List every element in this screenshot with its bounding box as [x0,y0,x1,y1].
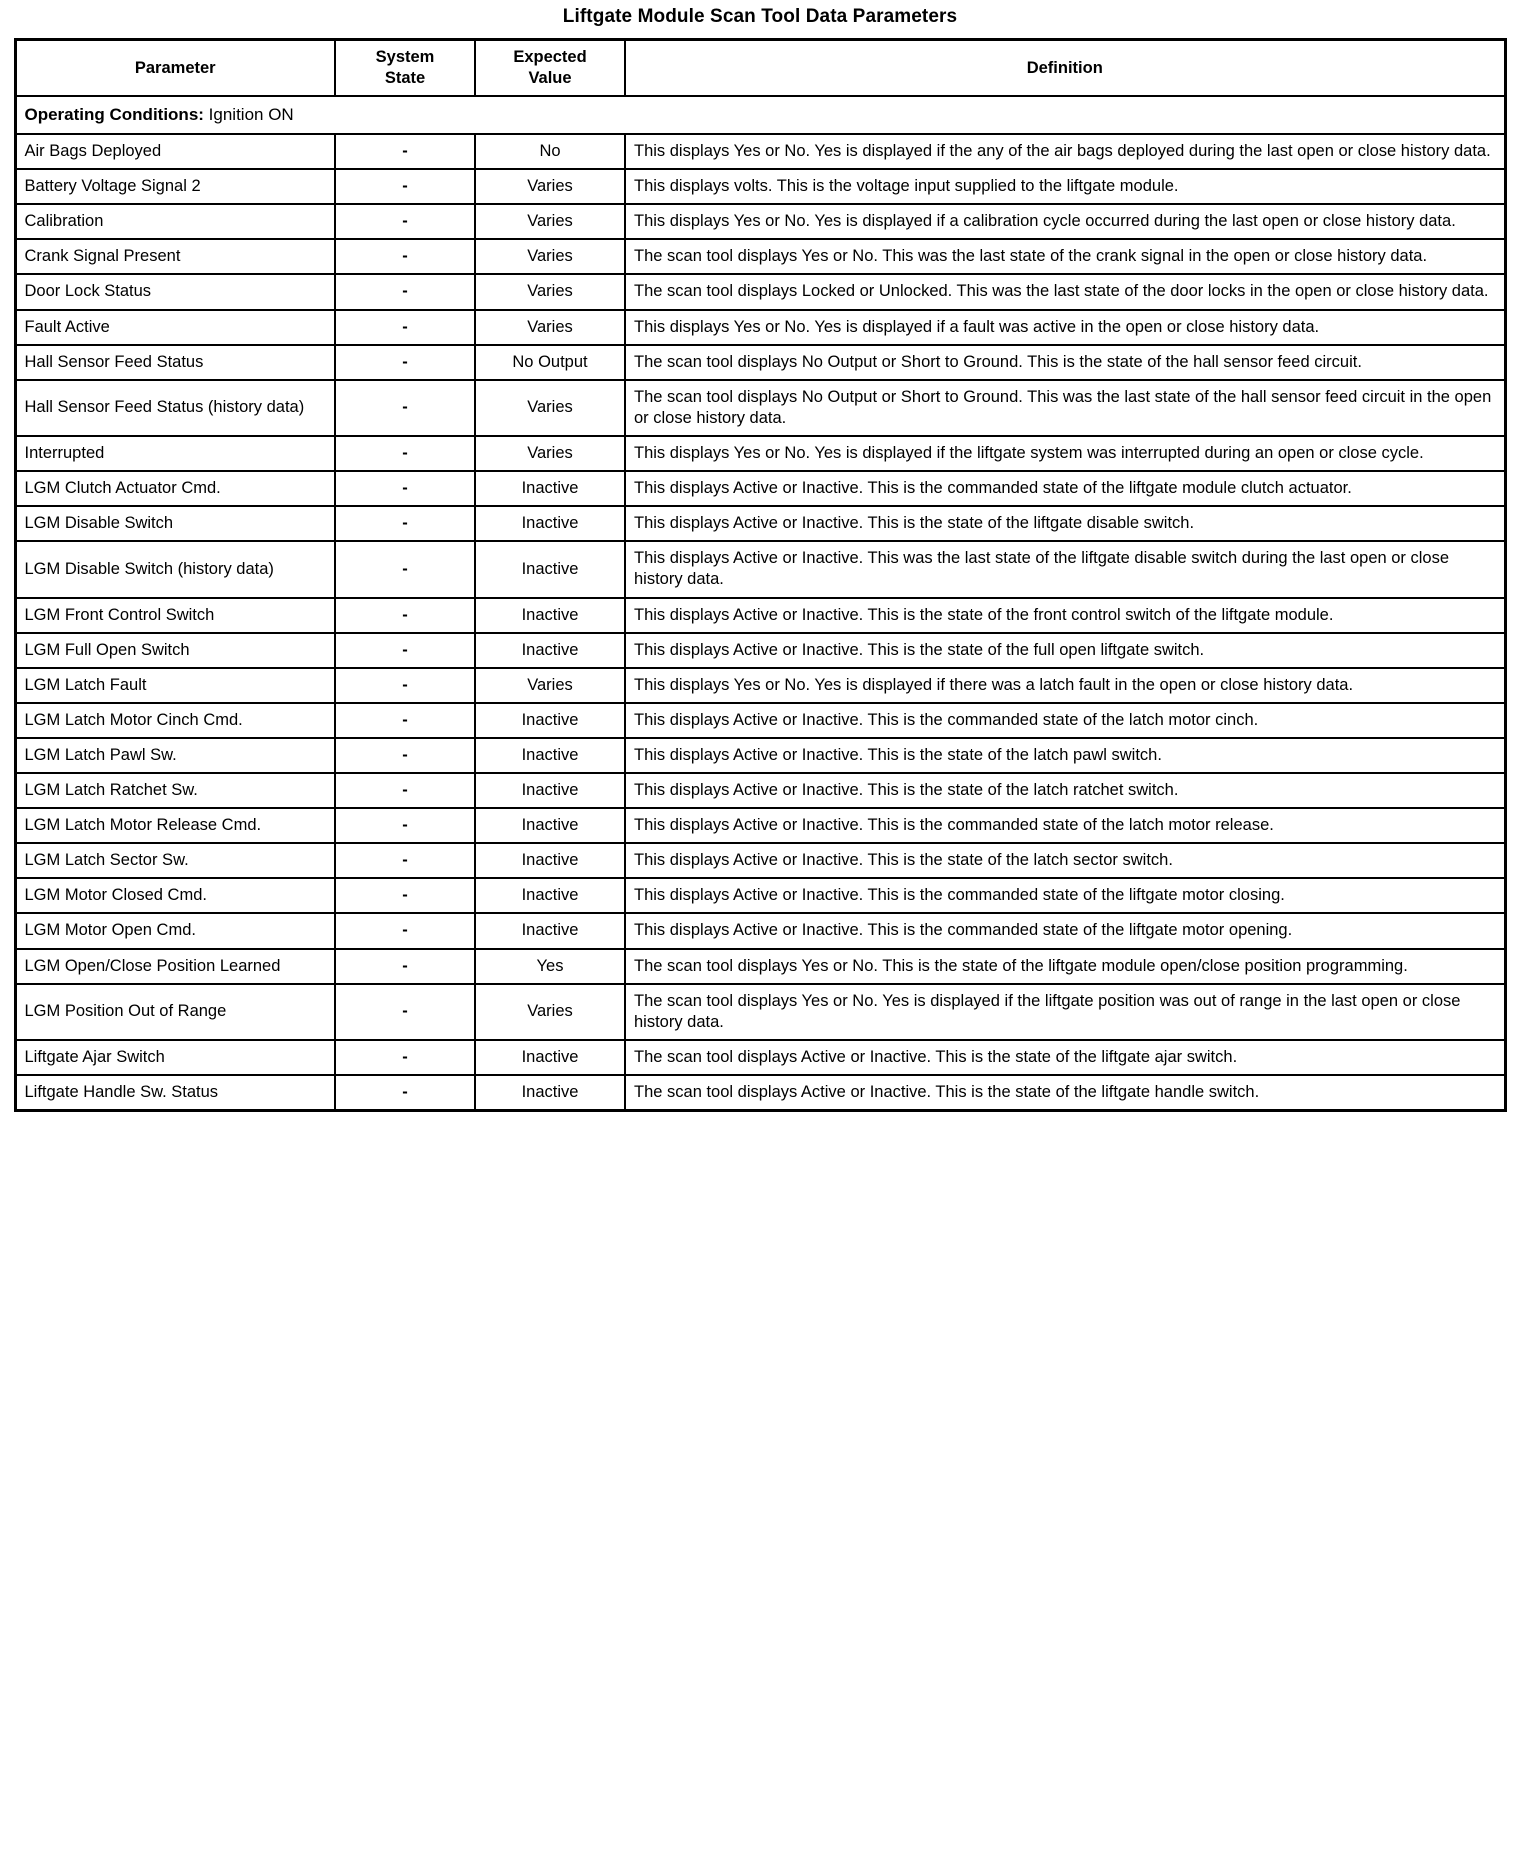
cell-expected-value: Varies [475,380,625,436]
column-header-definition: Definition [625,40,1505,97]
cell-definition: This displays Active or Inactive. This is the state of the latch pawl switch. [625,738,1505,773]
cell-parameter: LGM Disable Switch (history data) [15,541,335,597]
table-row [15,1075,1505,1111]
cell-definition: The scan tool displays Active or Inactive. This is the state of the liftgate handle switch. [625,1075,1505,1111]
cell-system-state: - [335,239,475,274]
cell-expected-value: Inactive [475,506,625,541]
cell-parameter: LGM Clutch Actuator Cmd. [15,471,335,506]
table-row [15,738,1505,773]
table-body [15,96,1505,1110]
column-header-system-state [335,40,475,97]
cell-system-state: - [335,738,475,773]
cell-expected-value: Varies [475,310,625,345]
table-row [15,843,1505,878]
page-title: Liftgate Module Scan Tool Data Parameters [562,6,958,27]
cell-parameter: LGM Latch Motor Release Cmd. [15,808,335,843]
cell-expected-value: Inactive [475,598,625,633]
cell-expected-value: Varies [475,984,625,1040]
column-header-system-state-line2: State [384,69,426,88]
cell-definition: This displays Active or Inactive. This is the commanded state of the latch motor cinch. [625,703,1505,738]
cell-parameter: LGM Position Out of Range [15,984,335,1040]
cell-parameter: Calibration [15,204,335,239]
cell-expected-value: Inactive [475,808,625,843]
cell-system-state: - [335,1040,475,1075]
cell-parameter: LGM Latch Ratchet Sw. [15,773,335,808]
cell-definition: This displays Active or Inactive. This is the commanded state of the liftgate module clutch actuator. [625,471,1505,506]
cell-parameter: LGM Full Open Switch [15,633,335,668]
table-header-row [15,40,1505,97]
table-row [15,345,1505,380]
table-row [15,808,1505,843]
table-row [15,984,1505,1040]
cell-system-state: - [335,169,475,204]
table-row [15,134,1505,169]
table-row [15,204,1505,239]
cell-definition: This displays Active or Inactive. This is the state of the liftgate disable switch. [625,506,1505,541]
cell-parameter: LGM Open/Close Position Learned [15,949,335,984]
cell-system-state: - [335,703,475,738]
table-row [15,878,1505,913]
cell-expected-value: Inactive [475,1040,625,1075]
cell-parameter: Battery Voltage Signal 2 [15,169,335,204]
cell-definition: The scan tool displays Yes or No. This is the state of the liftgate module open/close position programming. [625,949,1505,984]
scan-tool-data-table [14,38,1507,1112]
table-row [15,436,1505,471]
cell-definition: This displays Yes or No. Yes is displayed if a calibration cycle occurred during the last open or close history data. [625,204,1505,239]
cell-expected-value: Inactive [475,878,625,913]
cell-expected-value: Inactive [475,738,625,773]
cell-definition: This displays Active or Inactive. This was the last state of the liftgate disable switch during the last open or close history data. [625,541,1505,597]
cell-definition: This displays volts. This is the voltage input supplied to the liftgate module. [625,169,1505,204]
cell-parameter: LGM Disable Switch [15,506,335,541]
table-row [15,598,1505,633]
cell-parameter: Crank Signal Present [15,239,335,274]
table-row [15,380,1505,436]
table-row [15,541,1505,597]
cell-parameter: Fault Active [15,310,335,345]
cell-expected-value: Varies [475,169,625,204]
cell-expected-value: Inactive [475,471,625,506]
cell-definition: This displays Active or Inactive. This is the commanded state of the liftgate motor closing. [625,878,1505,913]
cell-parameter: Liftgate Handle Sw. Status [15,1075,335,1111]
cell-definition: This displays Yes or No. Yes is displayed if the liftgate system was interrupted during an open or close cycle. [625,436,1505,471]
cell-parameter: LGM Latch Sector Sw. [15,843,335,878]
table-row [15,633,1505,668]
cell-system-state: - [335,310,475,345]
cell-system-state: - [335,949,475,984]
operating-conditions-label: Operating Conditions: [24,105,204,125]
cell-system-state: - [335,380,475,436]
table-row [15,913,1505,948]
table-row [15,773,1505,808]
column-header-expected-value-line2: Value [528,69,572,88]
cell-system-state: - [335,134,475,169]
cell-definition: This displays Yes or No. Yes is displayed if a fault was active in the open or close history data. [625,310,1505,345]
cell-expected-value: Inactive [475,1075,625,1111]
cell-definition: This displays Active or Inactive. This is the commanded state of the liftgate motor opening. [625,913,1505,948]
operating-conditions-cell [15,96,1505,134]
cell-parameter: LGM Latch Fault [15,668,335,703]
cell-system-state: - [335,808,475,843]
table-row [15,239,1505,274]
table-row [15,949,1505,984]
cell-parameter: LGM Motor Open Cmd. [15,913,335,948]
cell-definition: This displays Active or Inactive. This is the state of the full open liftgate switch. [625,633,1505,668]
cell-expected-value: Inactive [475,703,625,738]
table-row [15,703,1505,738]
cell-parameter: LGM Latch Motor Cinch Cmd. [15,703,335,738]
column-header-system-state-line1: System [375,48,435,66]
cell-expected-value: Varies [475,204,625,239]
column-header-expected-value [475,40,625,97]
cell-definition: This displays Active or Inactive. This is the commanded state of the latch motor release. [625,808,1505,843]
cell-system-state: - [335,773,475,808]
cell-system-state: - [335,471,475,506]
cell-parameter: LGM Motor Closed Cmd. [15,878,335,913]
cell-expected-value: No Output [475,345,625,380]
cell-expected-value: Inactive [475,541,625,597]
cell-system-state: - [335,913,475,948]
cell-definition: This displays Yes or No. Yes is displayed if there was a latch fault in the open or close history data. [625,668,1505,703]
cell-definition: The scan tool displays No Output or Short to Ground. This is the state of the hall sensor feed circuit. [625,345,1505,380]
column-header-parameter: Parameter [15,40,335,97]
table-row [15,169,1505,204]
cell-parameter: Liftgate Ajar Switch [15,1040,335,1075]
column-header-expected-value-line1: Expected [513,48,587,66]
cell-system-state: - [335,878,475,913]
cell-system-state: - [335,204,475,239]
table-row [15,1040,1505,1075]
table-row [15,274,1505,309]
cell-parameter: Air Bags Deployed [15,134,335,169]
cell-definition: This displays Active or Inactive. This is the state of the front control switch of the liftgate module. [625,598,1505,633]
cell-definition: The scan tool displays No Output or Short to Ground. This was the last state of the hall sensor feed circuit in the open or close history data. [625,380,1505,436]
cell-definition: This displays Active or Inactive. This is the state of the latch ratchet switch. [625,773,1505,808]
cell-system-state: - [335,436,475,471]
cell-system-state: - [335,541,475,597]
cell-expected-value: Varies [475,668,625,703]
cell-definition: The scan tool displays Yes or No. This was the last state of the crank signal in the open or close history data. [625,239,1505,274]
cell-parameter: Hall Sensor Feed Status [15,345,335,380]
cell-system-state: - [335,633,475,668]
cell-system-state: - [335,843,475,878]
operating-conditions-row [15,96,1505,134]
table-header [15,40,1505,97]
cell-system-state: - [335,598,475,633]
operating-conditions-value: Ignition ON [203,105,294,125]
cell-system-state: - [335,506,475,541]
cell-parameter: LGM Latch Pawl Sw. [15,738,335,773]
cell-definition: This displays Yes or No. Yes is displayed if the any of the air bags deployed during the last open or close history data. [625,134,1505,169]
cell-expected-value: Yes [475,949,625,984]
cell-parameter: Interrupted [15,436,335,471]
cell-system-state: - [335,345,475,380]
cell-definition: This displays Active or Inactive. This is the state of the latch sector switch. [625,843,1505,878]
table-row [15,668,1505,703]
cell-expected-value: Inactive [475,913,625,948]
cell-expected-value: Varies [475,239,625,274]
cell-system-state: - [335,1075,475,1111]
cell-expected-value: Inactive [475,773,625,808]
cell-system-state: - [335,668,475,703]
cell-definition: The scan tool displays Active or Inactive. This is the state of the liftgate ajar switch. [625,1040,1505,1075]
cell-definition: The scan tool displays Locked or Unlocked. This was the last state of the door locks in the open or close history data. [625,274,1505,309]
cell-parameter: Door Lock Status [15,274,335,309]
table-row [15,310,1505,345]
cell-expected-value: Inactive [475,843,625,878]
table-row [15,506,1505,541]
cell-expected-value: No [475,134,625,169]
cell-expected-value: Varies [475,274,625,309]
cell-definition: The scan tool displays Yes or No. Yes is displayed if the liftgate position was out of range in the last open or close history data. [625,984,1505,1040]
cell-expected-value: Varies [475,436,625,471]
cell-parameter: Hall Sensor Feed Status (history data) [15,380,335,436]
table-row [15,471,1505,506]
cell-system-state: - [335,984,475,1040]
cell-system-state: - [335,274,475,309]
cell-parameter: LGM Front Control Switch [15,598,335,633]
cell-expected-value: Inactive [475,633,625,668]
